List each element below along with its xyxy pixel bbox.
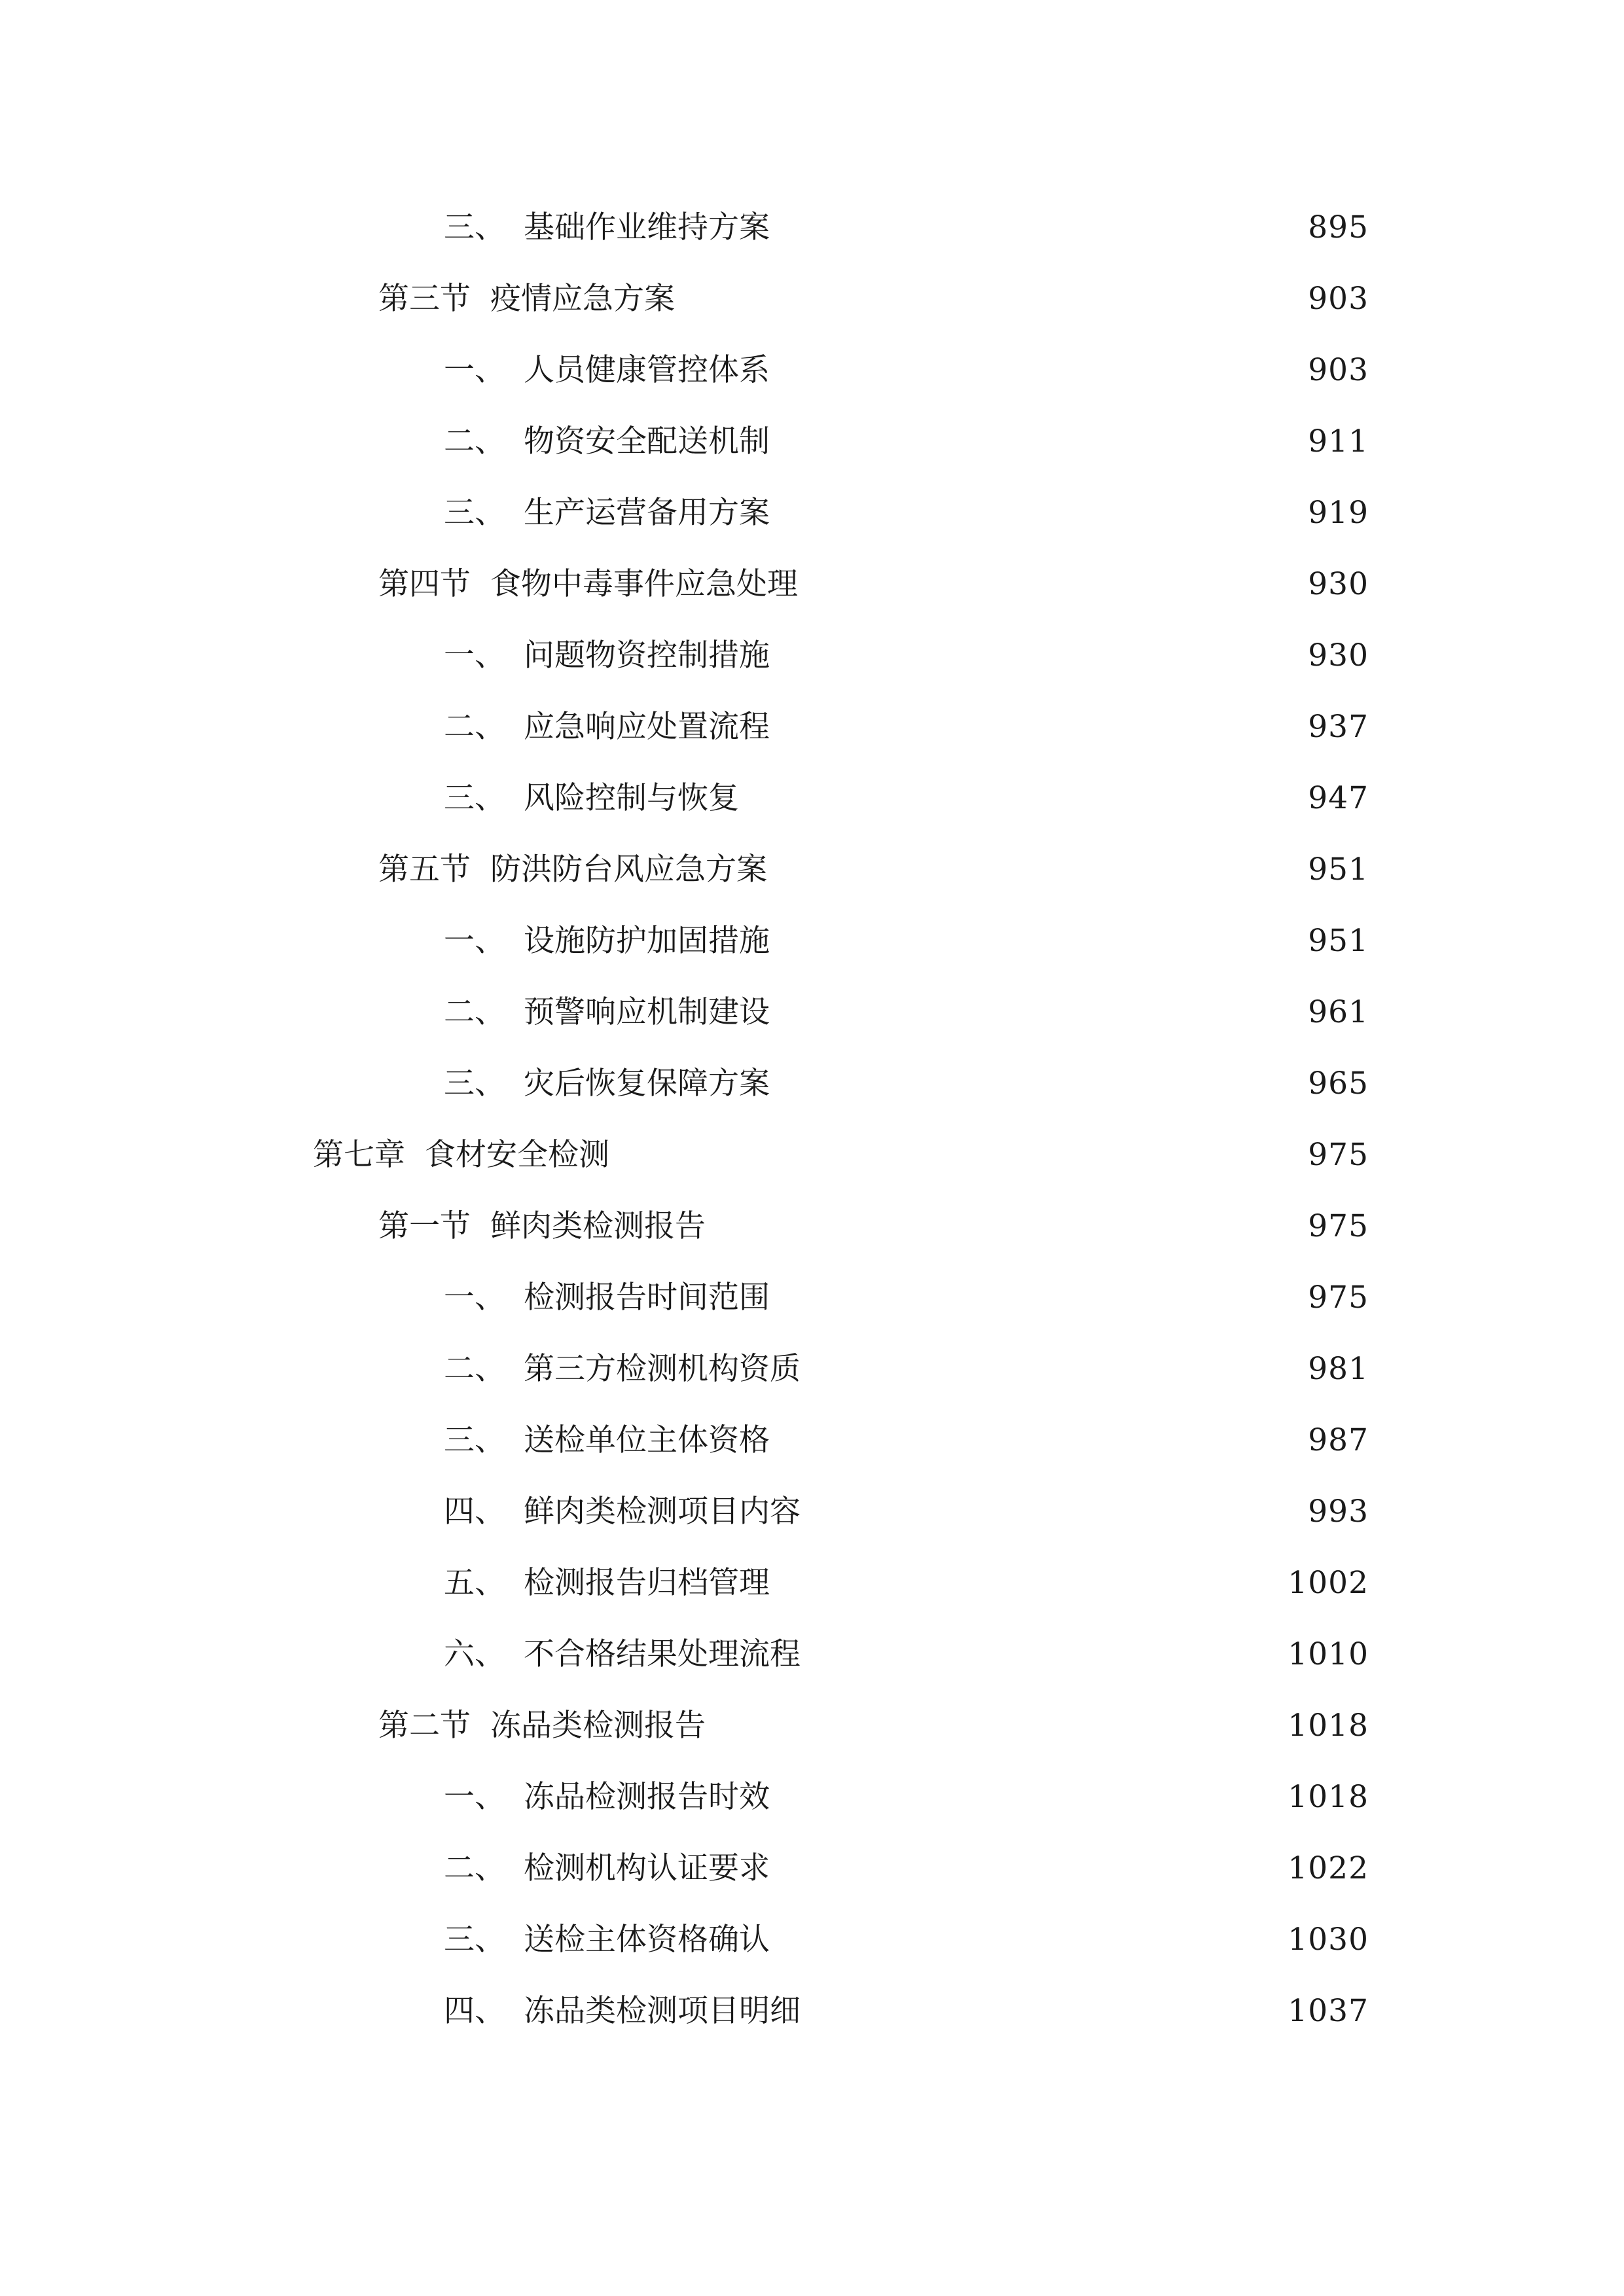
toc-entry-label bbox=[444, 493, 770, 533]
toc-entry-title: 鲜肉类检测项目内容 bbox=[524, 1493, 801, 1530]
toc-entry-page-number: 951 bbox=[1308, 851, 1369, 888]
toc-entry-page-number: 961 bbox=[1308, 994, 1369, 1030]
toc-entry[interactable] bbox=[0, 1119, 1624, 1191]
toc-entry-title: 人员健康管控体系 bbox=[524, 351, 770, 388]
toc-entry-label bbox=[444, 708, 770, 747]
toc-entry-title: 第三方检测机构资质 bbox=[524, 1350, 801, 1387]
dot-leader bbox=[776, 208, 1299, 247]
toc-entry-number: 第四节 bbox=[378, 565, 471, 602]
toc-entry-number: 三、 bbox=[444, 209, 505, 245]
dot-leader bbox=[807, 1992, 1278, 2031]
toc-entry[interactable] bbox=[0, 1975, 1624, 2047]
toc-entry-title: 食物中毒事件应急处理 bbox=[490, 565, 798, 602]
toc-entry-number: 四、 bbox=[444, 1992, 505, 2029]
dot-leader bbox=[776, 422, 1299, 461]
toc-entry-title: 基础作业维持方案 bbox=[524, 209, 770, 245]
toc-entry-page-number: 975 bbox=[1308, 1208, 1369, 1244]
toc-entry-label bbox=[378, 279, 675, 319]
toc-entry[interactable] bbox=[0, 1619, 1624, 1690]
toc-entry-label bbox=[444, 1992, 801, 2031]
toc-entry-number: 一、 bbox=[444, 351, 505, 388]
toc-entry-number: 第一节 bbox=[378, 1208, 471, 1244]
toc-entry[interactable] bbox=[0, 1262, 1624, 1333]
toc-entry-label bbox=[444, 351, 770, 390]
toc-entry-page-number: 1018 bbox=[1288, 1778, 1369, 1815]
toc-entry-label bbox=[378, 565, 798, 604]
toc-entry-title: 设施防护加固措施 bbox=[524, 922, 770, 959]
toc-entry-page-number: 937 bbox=[1308, 708, 1369, 745]
dot-leader bbox=[807, 1492, 1299, 1532]
toc-entry-title: 冻品类检测报告 bbox=[490, 1707, 706, 1744]
toc-entry-page-number: 987 bbox=[1308, 1422, 1369, 1458]
toc-entry-number: 一、 bbox=[444, 637, 505, 673]
toc-entry-page-number: 947 bbox=[1308, 780, 1369, 816]
toc-entry-page-number: 930 bbox=[1308, 565, 1369, 602]
toc-entry-number: 二、 bbox=[444, 1850, 505, 1886]
toc-entry[interactable] bbox=[0, 1191, 1624, 1262]
toc-entry[interactable] bbox=[0, 1476, 1624, 1547]
toc-entry-title: 冻品检测报告时效 bbox=[524, 1778, 770, 1815]
toc-entry[interactable] bbox=[0, 905, 1624, 977]
dot-leader bbox=[804, 565, 1299, 604]
toc-entry-page-number: 1018 bbox=[1288, 1707, 1369, 1744]
dot-leader bbox=[746, 779, 1299, 818]
toc-entry-label bbox=[444, 208, 770, 247]
toc-entry[interactable] bbox=[0, 1405, 1624, 1476]
toc-entry[interactable] bbox=[0, 1761, 1624, 1833]
toc-entry-number: 第五节 bbox=[378, 851, 471, 888]
dot-leader bbox=[774, 850, 1299, 889]
dot-leader bbox=[776, 493, 1299, 533]
toc-entry-number: 四、 bbox=[444, 1493, 505, 1530]
toc-entry-label bbox=[444, 1421, 770, 1460]
toc-entry[interactable] bbox=[0, 548, 1624, 620]
toc-entry-page-number: 975 bbox=[1308, 1279, 1369, 1316]
toc-entry-title: 应急响应处置流程 bbox=[524, 708, 770, 745]
toc-entry-number: 三、 bbox=[444, 1422, 505, 1458]
dot-leader bbox=[776, 708, 1299, 747]
toc-entry-page-number: 903 bbox=[1308, 280, 1369, 317]
toc-entry[interactable] bbox=[0, 477, 1624, 548]
toc-entry-label bbox=[444, 636, 770, 675]
toc-entry-number: 二、 bbox=[444, 994, 505, 1030]
toc-entry-number: 第七章 bbox=[313, 1136, 405, 1173]
toc-entry-number: 一、 bbox=[444, 1279, 505, 1316]
toc-entry-number: 三、 bbox=[444, 1921, 505, 1958]
toc-entry-title: 疫情应急方案 bbox=[490, 280, 675, 317]
toc-entry-page-number: 993 bbox=[1308, 1493, 1369, 1530]
toc-entry-title: 问题物资控制措施 bbox=[524, 637, 770, 673]
toc-entry-title: 生产运营备用方案 bbox=[524, 494, 770, 531]
dot-leader bbox=[807, 1635, 1278, 1674]
dot-leader bbox=[776, 351, 1299, 390]
toc-entry-page-number: 965 bbox=[1308, 1065, 1369, 1102]
dot-leader bbox=[776, 636, 1299, 675]
toc-entry-number: 第三节 bbox=[378, 280, 471, 317]
toc-entry-label bbox=[444, 1278, 770, 1318]
toc-entry[interactable] bbox=[0, 1547, 1624, 1619]
toc-entry-page-number: 911 bbox=[1308, 423, 1369, 459]
toc-entry-title: 食材安全检测 bbox=[425, 1136, 609, 1173]
toc-entry-label bbox=[444, 922, 770, 961]
toc-entry-label bbox=[444, 1064, 770, 1103]
toc-entry-title: 检测报告归档管理 bbox=[524, 1564, 770, 1601]
toc-entry-number: 一、 bbox=[444, 922, 505, 959]
toc-entry-number: 二、 bbox=[444, 708, 505, 745]
toc-entry-title: 物资安全配送机制 bbox=[524, 423, 770, 459]
toc-entry-label bbox=[444, 1920, 770, 1960]
dot-leader bbox=[681, 279, 1299, 319]
toc-entry-label bbox=[378, 850, 767, 889]
toc-entry-page-number: 1030 bbox=[1288, 1921, 1369, 1958]
dot-leader bbox=[776, 922, 1299, 961]
toc-entry-label bbox=[378, 1706, 706, 1746]
toc-entry-title: 检测报告时间范围 bbox=[524, 1279, 770, 1316]
dot-leader bbox=[776, 1421, 1299, 1460]
dot-leader bbox=[807, 1350, 1299, 1389]
dot-leader bbox=[712, 1207, 1299, 1246]
toc-entry-page-number: 981 bbox=[1308, 1350, 1369, 1387]
toc-entry-page-number: 975 bbox=[1308, 1136, 1369, 1173]
toc-entry[interactable] bbox=[0, 1690, 1624, 1761]
toc-entry[interactable] bbox=[0, 263, 1624, 334]
toc-entry-number: 三、 bbox=[444, 780, 505, 816]
toc-entry-number: 二、 bbox=[444, 1350, 505, 1387]
toc-entry-title: 冻品类检测项目明细 bbox=[524, 1992, 801, 2029]
toc-entry-label bbox=[313, 1136, 609, 1175]
toc-entry-title: 送检主体资格确认 bbox=[524, 1921, 770, 1958]
toc-entry[interactable] bbox=[0, 1904, 1624, 1975]
toc-entry-label bbox=[444, 1778, 770, 1817]
toc-entry-title: 预警响应机制建设 bbox=[524, 994, 770, 1030]
toc-entry-page-number: 951 bbox=[1308, 922, 1369, 959]
toc-entry-title: 送检单位主体资格 bbox=[524, 1422, 770, 1458]
toc-entry[interactable] bbox=[0, 977, 1624, 1048]
dot-leader bbox=[616, 1136, 1299, 1175]
toc-entry-label bbox=[444, 1849, 770, 1888]
toc-entry-page-number: 1022 bbox=[1288, 1850, 1369, 1886]
toc-entry-label bbox=[444, 1350, 801, 1389]
toc-entry-page-number: 895 bbox=[1308, 209, 1369, 245]
toc-entry-title: 检测机构认证要求 bbox=[524, 1850, 770, 1886]
toc-entry-number: 一、 bbox=[444, 1778, 505, 1815]
dot-leader bbox=[776, 1778, 1278, 1817]
toc-entry-page-number: 1010 bbox=[1288, 1636, 1369, 1672]
toc-entry[interactable] bbox=[0, 1333, 1624, 1405]
toc-entry-label bbox=[444, 1564, 770, 1603]
dot-leader bbox=[776, 1920, 1278, 1960]
toc-entry-title: 灾后恢复保障方案 bbox=[524, 1065, 770, 1102]
toc-entry[interactable] bbox=[0, 691, 1624, 762]
toc-entry-label bbox=[444, 993, 770, 1032]
dot-leader bbox=[776, 1849, 1278, 1888]
dot-leader bbox=[776, 1064, 1299, 1103]
toc-entry-number: 三、 bbox=[444, 494, 505, 531]
toc-entry-number: 二、 bbox=[444, 423, 505, 459]
toc-entry[interactable] bbox=[0, 762, 1624, 834]
toc-entry-title: 不合格结果处理流程 bbox=[524, 1636, 801, 1672]
dot-leader bbox=[776, 993, 1299, 1032]
toc-entry[interactable] bbox=[0, 406, 1624, 477]
toc-entry-page-number: 1037 bbox=[1288, 1992, 1369, 2029]
toc-entry-title: 鲜肉类检测报告 bbox=[490, 1208, 706, 1244]
toc-entry-label bbox=[378, 1207, 706, 1246]
toc-entry-page-number: 930 bbox=[1308, 637, 1369, 673]
toc-entry-page-number: 1002 bbox=[1288, 1564, 1369, 1601]
toc-entry[interactable] bbox=[0, 620, 1624, 691]
toc-entry-title: 风险控制与恢复 bbox=[524, 780, 739, 816]
toc-entry-label bbox=[444, 779, 739, 818]
dot-leader bbox=[712, 1706, 1278, 1746]
toc-entry[interactable] bbox=[0, 1833, 1624, 1904]
toc-entry[interactable] bbox=[0, 192, 1624, 263]
toc-entry-title: 防洪防台风应急方案 bbox=[490, 851, 767, 888]
toc-entry-label bbox=[444, 422, 770, 461]
toc-entry-label bbox=[444, 1492, 801, 1532]
dot-leader bbox=[776, 1278, 1299, 1318]
dot-leader bbox=[776, 1564, 1278, 1603]
toc-entry-number: 第二节 bbox=[378, 1707, 471, 1744]
toc-entry-number: 五、 bbox=[444, 1564, 505, 1601]
table-of-contents bbox=[0, 192, 1624, 2047]
toc-entry[interactable] bbox=[0, 834, 1624, 905]
toc-entry-page-number: 919 bbox=[1308, 494, 1369, 531]
toc-entry-label bbox=[444, 1635, 801, 1674]
toc-entry-page-number: 903 bbox=[1308, 351, 1369, 388]
toc-entry[interactable] bbox=[0, 1048, 1624, 1119]
toc-entry-number: 三、 bbox=[444, 1065, 505, 1102]
toc-entry-number: 六、 bbox=[444, 1636, 505, 1672]
toc-entry[interactable] bbox=[0, 334, 1624, 406]
